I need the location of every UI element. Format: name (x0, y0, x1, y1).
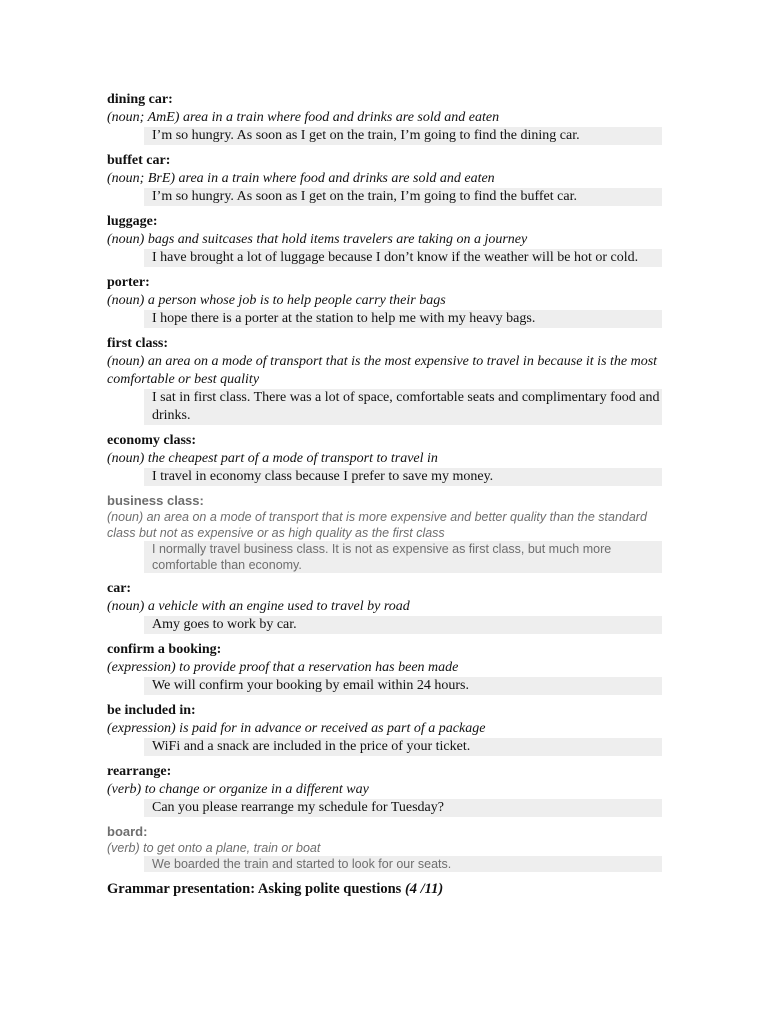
entry-confirm-a-booking (107, 641, 662, 695)
definition: (noun; BrE) area in a train where food and drinks are sold and eaten (107, 171, 495, 186)
example-sentence: I normally travel business class. It is not as expensive as first class, but much more comfortable than economy. (144, 541, 662, 573)
definition: (noun) an area on a mode of transport that is the most expensive to travel in because it is the most comfortable or best quality (107, 354, 658, 387)
grammar-heading (107, 879, 662, 899)
example-sentence: I have brought a lot of luggage because I don’t know if the weather will be hot or cold. (144, 249, 662, 267)
example-sentence: WiFi and a snack are included in the price of your ticket. (144, 738, 662, 756)
term: rearrange: (107, 764, 172, 779)
example-sentence: I’m so hungry. As soon as I get on the train, I’m going to find the buffet car. (144, 188, 662, 206)
example-sentence: I hope there is a porter at the station to help me with my heavy bags. (144, 310, 662, 328)
example-sentence: We will confirm your booking by email within 24 hours. (144, 677, 662, 695)
term: first class: (107, 336, 169, 351)
example-sentence: We boarded the train and started to look for our seats. (144, 856, 662, 872)
entry-porter (107, 274, 662, 328)
term: dining car: (107, 92, 173, 107)
term: be included in: (107, 703, 196, 718)
term: luggage: (107, 214, 158, 229)
entry-business-class (107, 493, 662, 573)
definition: (noun; AmE) area in a train where food and drinks are sold and eaten (107, 110, 500, 125)
vocabulary-document (107, 91, 662, 899)
grammar-count: (4 /11) (404, 881, 444, 897)
term: confirm a booking: (107, 642, 222, 657)
definition: (noun) the cheapest part of a mode of transport to travel in (107, 451, 438, 466)
entry-buffet-car (107, 152, 662, 206)
term: board: (107, 824, 148, 839)
definition: (noun) bags and suitcases that hold items travelers are taking on a journey (107, 232, 528, 247)
example-sentence: Amy goes to work by car. (144, 616, 662, 634)
entry-luggage (107, 213, 662, 267)
entry-board (107, 824, 662, 872)
term: car: (107, 581, 132, 596)
definition: (noun) a person whose job is to help people carry their bags (107, 293, 446, 308)
definition: (expression) is paid for in advance or received as part of a package (107, 721, 486, 736)
grammar-title: Grammar presentation: Asking polite questions (107, 881, 405, 897)
example-sentence: Can you please rearrange my schedule for Tuesday? (144, 799, 662, 817)
definition: (noun) a vehicle with an engine used to travel by road (107, 599, 410, 614)
entry-dining-car (107, 91, 662, 145)
entry-first-class (107, 335, 662, 425)
definition: (verb) to change or organize in a different way (107, 782, 369, 797)
term: business class: (107, 493, 204, 508)
entry-economy-class (107, 432, 662, 486)
entry-car (107, 580, 662, 634)
term: economy class: (107, 433, 197, 448)
term: porter: (107, 275, 150, 290)
example-sentence: I travel in economy class because I prefer to save my money. (144, 468, 662, 486)
definition: (noun) an area on a mode of transport that is more expensive and better quality than the standard class but not as expensive or as high quality as the first class (107, 510, 647, 540)
definition: (expression) to provide proof that a reservation has been made (107, 660, 459, 675)
definition: (verb) to get onto a plane, train or boat (107, 841, 321, 855)
entry-be-included-in (107, 702, 662, 756)
example-sentence: I sat in first class. There was a lot of space, comfortable seats and complimentary food and drinks. (144, 389, 662, 425)
term: buffet car: (107, 153, 171, 168)
example-sentence: I’m so hungry. As soon as I get on the train, I’m going to find the dining car. (144, 127, 662, 145)
entry-rearrange (107, 763, 662, 817)
